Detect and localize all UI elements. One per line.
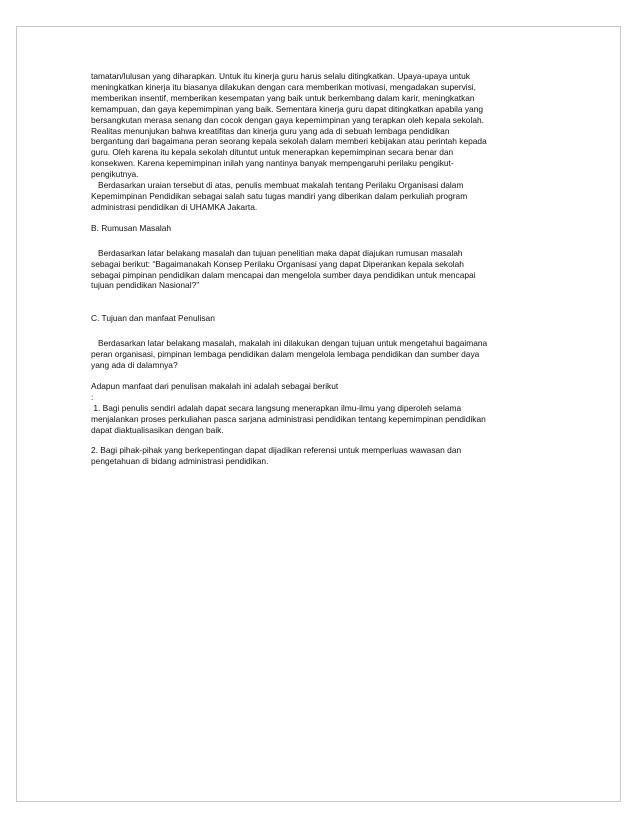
- text-line: pengikutnya.: [91, 169, 139, 180]
- text-line: guru. Oleh karena itu kepala sekolah dituntut untuk menerapkan kepemimpinan secara benar dan: [91, 147, 454, 158]
- text-line: tujuan pendidikan Nasional?”: [91, 280, 200, 291]
- text-line: Berdasarkan uraian tersebut di atas, penulis membuat makalah tentang Perilaku Organisasi dalam: [91, 180, 464, 191]
- text-line: memberikan insentif, memberikan kesempatan yang baik untuk berkembang dalam karir, meningkatkan: [91, 92, 475, 103]
- text-line: peran organisasi, pimpinan lembaga pendidikan dalam mengelola lembaga pendidikan dan sumber daya: [91, 349, 480, 360]
- tujuan-paragraph: [91, 338, 553, 371]
- text-line: tamatan/lulusan yang diharapkan. Untuk itu kinerja guru harus selalu ditingkatkan. Upaya-upaya untuk: [91, 71, 470, 81]
- text-line: sebagai pimpinan pendidikan dalam mencapai dan mengelola sumber daya pendidikan untuk mencapai: [91, 269, 476, 280]
- text-line: Kepemimpinan Pendidikan sebagai salah satu tugas mandiri yang diberikan dalam perkuliah program: [91, 190, 468, 201]
- text-line: konsekwen. Karena kepemimpinan inilah yang nantinya banyak mempengaruhi perilaku pengikut-: [91, 158, 454, 169]
- text-line: menjalankan proses perkuliahan pasca sarjana administrasi pendidikan tentang kepemimpinan pendidikan: [91, 413, 486, 424]
- text-line: dapat diaktualisasikan dengan baik.: [91, 424, 224, 435]
- text-line: kemampuan, dan gaya kepemimpinan yang baik. Sementara kinerja guru dapat ditingkatkan apabila yang: [91, 103, 484, 114]
- intro-paragraph: [91, 71, 553, 180]
- text-line: Berdasarkan latar belakang masalah dan tujuan penelitian maka dapat diajukan rumusan masalah: [91, 247, 463, 258]
- benefit-item-2: [91, 445, 553, 467]
- text-line: administrasi pendidikan di UHAMKA Jakarta.: [91, 201, 258, 212]
- section-heading-tujuan-manfaat: C. Tujuan dan manfaat Penulisan: [91, 313, 215, 324]
- rumusan-masalah-paragraph: [91, 248, 553, 292]
- text-line: bersangkutan merasa senang dan cocok dengan gaya kepemimpinan yang terapkan oleh kepala sekolah.: [91, 114, 484, 125]
- benefits-intro: [91, 381, 553, 403]
- text-line: bergantung dari bagaimana peran seorang kepala sekolah dalam memberi kebijakan atau perintah kepada: [91, 136, 487, 147]
- text-line: :: [91, 391, 94, 402]
- document-body: [91, 71, 553, 467]
- text-line: Berdasarkan latar belakang masalah, makalah ini dilakukan dengan tujuan untuk mengetahui bagaimana: [91, 338, 488, 349]
- text-line: Adapun manfaat dari penulisan makalah ini adalah sebagai berikut: [91, 380, 339, 391]
- document-page: [16, 26, 621, 802]
- text-line: 1. Bagi penulis sendiri adalah dapat secara langsung menerapkan ilmu-ilmu yang diperoleh selama: [91, 402, 462, 413]
- purpose-paragraph: [91, 180, 553, 213]
- text-line: 2. Bagi pihak-pihak yang berkepentingan dapat dijadikan referensi untuk memperluas wawasan dan: [91, 445, 462, 456]
- text-line: yang ada di dalamnya?: [91, 360, 178, 371]
- text-line: meningkatkan kinerja itu biasanya dilakukan dengan cara memberikan motivasi, mengadakan supervisi,: [91, 81, 476, 92]
- text-line: sebagai berikut: “Bagaimanakah Konsep Perilaku Organisasi yang dapat Diperankan kepala sekolah: [91, 258, 464, 269]
- benefit-item-1: [91, 403, 553, 436]
- text-line: pengetahuan di bidang administrasi pendidikan.: [91, 456, 269, 467]
- section-heading-rumusan-masalah: B. Rumusan Masalah: [91, 222, 172, 233]
- text-line: Realitas menunjukan bahwa kreatifitas dan kinerja guru yang ada di sebuah lembaga pendidikan: [91, 125, 450, 136]
